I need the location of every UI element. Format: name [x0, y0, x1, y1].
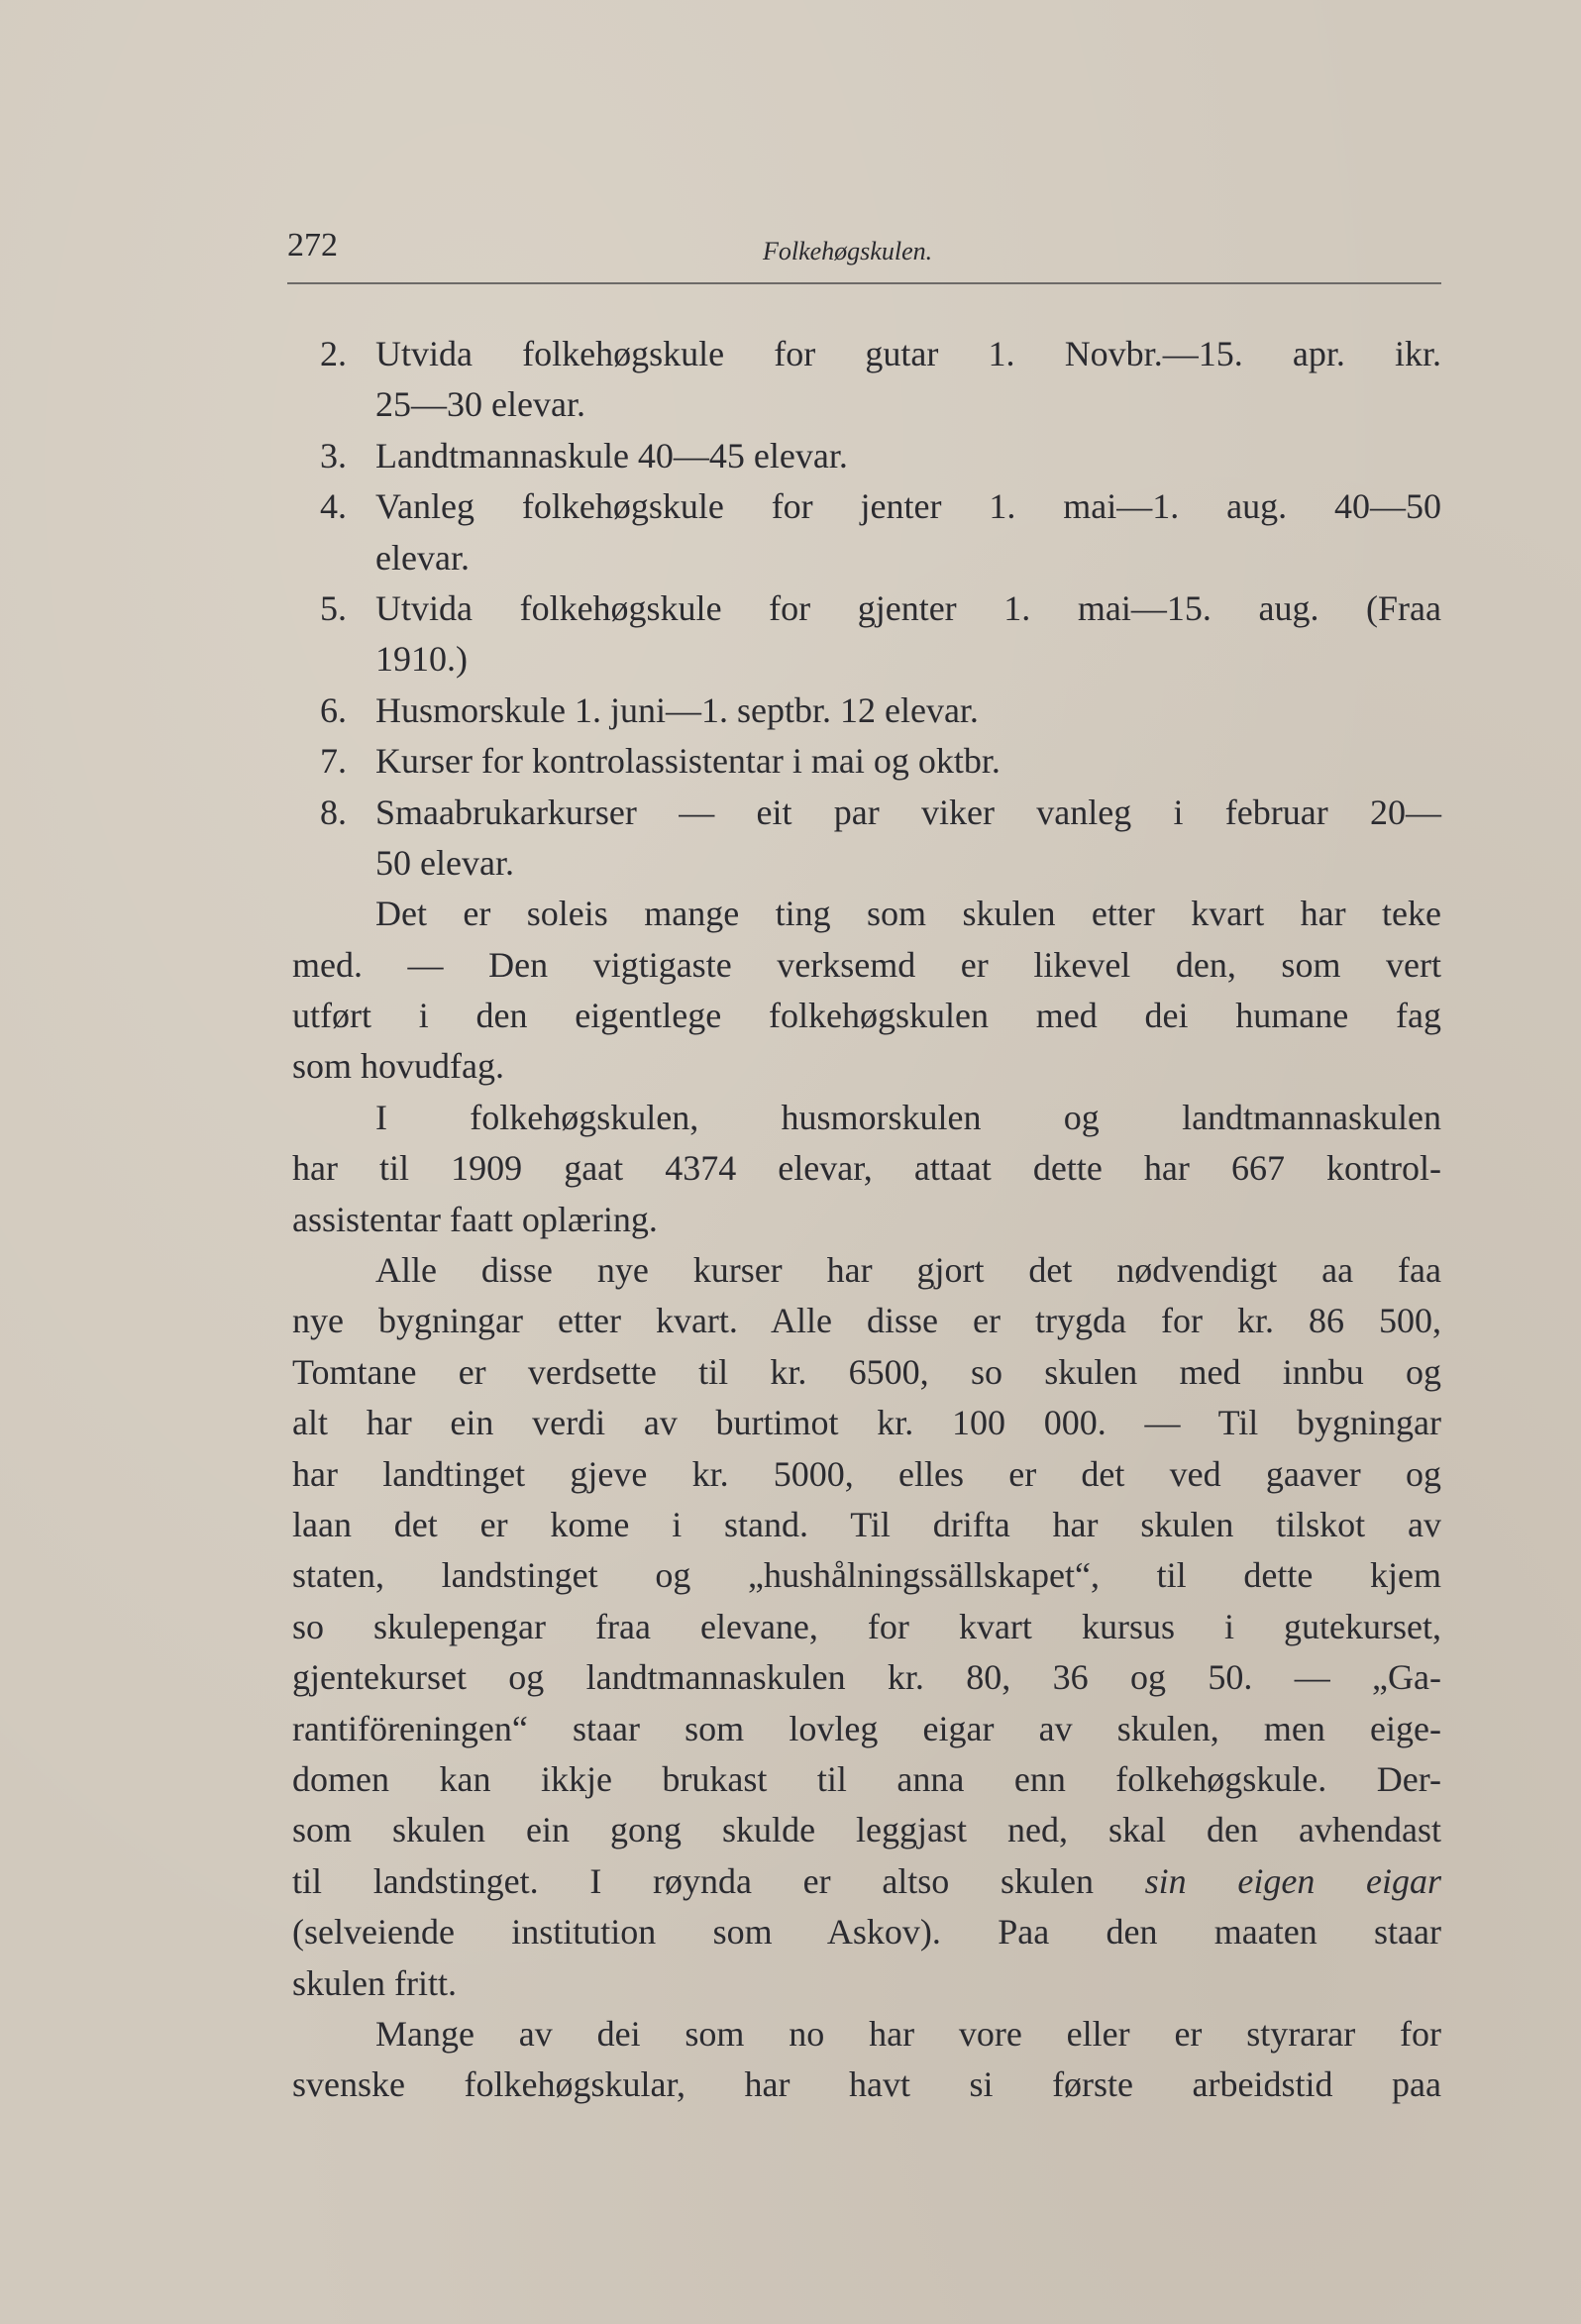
paragraph-line: med. — Den vigtigaste verksemd er likevel den, som vert	[292, 944, 1441, 985]
body-text	[292, 329, 1441, 2111]
paragraph-line: domen kan ikkje brukast til anna enn folkehøgskule. Der-	[292, 1758, 1441, 1799]
paragraph-line: nye bygningar etter kvart. Alle disse er trygda for kr. 86 500,	[292, 1301, 1441, 1341]
list-item: 8. Smaabrukarkurser — eit par viker vanleg i februar 20—	[320, 792, 1441, 832]
page-number: 272	[287, 227, 338, 264]
paragraph-line: staten, landstinget og „hushålningssällskapet“, til dette kjem	[292, 1555, 1441, 1596]
paragraph-line: I folkehøgskulen, husmorskulen og landtmannaskulen	[375, 1097, 1441, 1137]
list-item-continuation: 1910.)	[375, 639, 468, 680]
paragraph-line: gjentekurset og landtmannaskulen kr. 80, 36 og 50. — „Ga-	[292, 1657, 1441, 1698]
list-item-continuation: 25—30 elevar.	[375, 384, 585, 425]
paragraph-line: skulen fritt.	[292, 1962, 457, 2003]
paragraph-line: som hovudfag.	[292, 1046, 504, 1087]
paragraph-line: Tomtane er verdsette til kr. 6500, so skulen med innbu og	[292, 1351, 1441, 1392]
paragraph-line: Alle disse nye kurser har gjort det nødvendigt aa faa	[375, 1250, 1441, 1291]
paragraph-line-italic: til landstinget. I røynda er altso skulen sin eigen eigar	[292, 1860, 1441, 1901]
paragraph-line: alt har ein verdi av burtimot kr. 100 000. — Til bygningar	[292, 1403, 1441, 1443]
list-item: 6. Husmorskule 1. juni—1. septbr. 12 elevar.	[320, 689, 979, 730]
paragraph-line: laan det er kome i stand. Til drifta har skulen tilskot av	[292, 1504, 1441, 1544]
paragraph-line: som skulen ein gong skulde leggjast ned, skal den avhendast	[292, 1810, 1441, 1850]
list-item-continuation: elevar.	[375, 537, 470, 578]
running-title: Folkehøgskulen.	[763, 237, 933, 265]
list-item: 4. Vanleg folkehøgskule for jenter 1. mai—1. aug. 40—50	[320, 486, 1441, 527]
paragraph-line: assistentar faatt oplæring.	[292, 1199, 658, 1239]
paragraph-line: rantiföreningen“ staar som lovleg eigar av skulen, men eige-	[292, 1708, 1441, 1748]
paragraph-line: Mange av dei som no har vore eller er styrarar for	[375, 2013, 1441, 2054]
paragraph-line: Det er soleis mange ting som skulen etter kvart har teke	[375, 894, 1441, 934]
italic-phrase: sin eigen eigar	[1144, 1860, 1441, 1901]
paragraph-line: utført i den eigentlege folkehøgskulen med dei humane fag	[292, 996, 1441, 1036]
paragraph-line: har landtinget gjeve kr. 5000, elles er det ved gaaver og	[292, 1453, 1441, 1494]
list-item: 3. Landtmannaskule 40—45 elevar.	[320, 435, 848, 475]
list-item-continuation: 50 elevar.	[375, 842, 514, 883]
list-item: 2. Utvida folkehøgskule for gutar 1. Novbr.—15. apr. ikr.	[320, 334, 1441, 373]
paragraph-line: so skulepengar fraa elevane, for kvart kursus i gutekurset,	[292, 1606, 1441, 1646]
list-item: 7. Kurser for kontrolassistentar i mai og oktbr.	[320, 741, 1001, 782]
page-header	[287, 223, 1441, 284]
list-item: 5. Utvida folkehøgskule for gjenter 1. mai—15. aug. (Fraa	[320, 587, 1441, 628]
paragraph-line: har til 1909 gaat 4374 elevar, attaat dette har 667 kontrol-	[292, 1148, 1441, 1189]
paragraph-line: (selveiende institution som Askov). Paa den maaten staar	[292, 1912, 1441, 1953]
paragraph-line: svenske folkehøgskular, har havt si første arbeidstid paa	[292, 2064, 1441, 2105]
